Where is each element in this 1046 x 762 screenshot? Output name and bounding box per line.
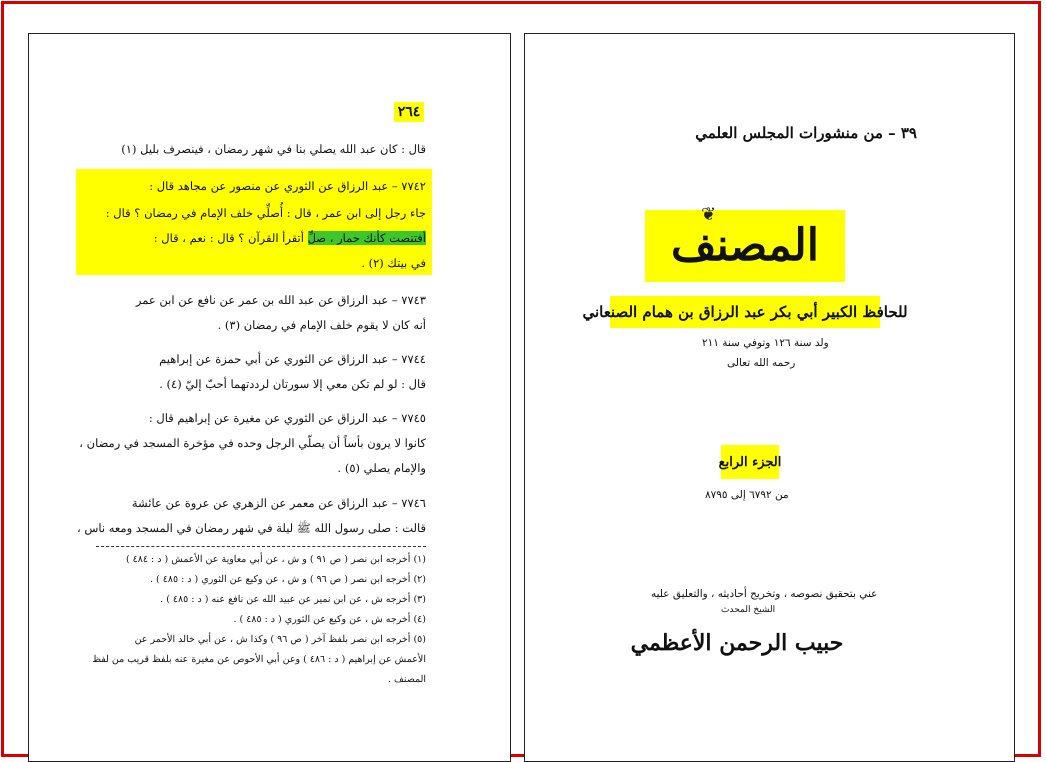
author-box — [582, 296, 908, 328]
editing-note: عني بتحقيق نصوصه ، وتخريج أحاديثه ، والتعليق عليه — [651, 588, 878, 600]
footnote-4: (٤) أخرجه ش ، عن وكيع عن الثوري ( د : ٤٨٥ ) . — [233, 614, 426, 625]
editor-box — [630, 618, 844, 668]
hadith-7742-line-3-text: أتقرأ القرآن ؟ قال : نعم ، قال : — [153, 231, 304, 245]
text-line: قال : كان عبد الله يصلي بنا في شهر رمضان ، فينصرف بليل (١) — [121, 142, 426, 156]
volume-label: الجزء الرابع — [718, 454, 782, 470]
hadith-7745-line-3: والإمام يصلي (٥) . — [337, 461, 426, 475]
sheikh-label: الشيخ المحدث — [721, 605, 776, 615]
green-highlight-phrase: أفتنصت كأنك حمار ، صلِّ — [307, 231, 426, 245]
hadith-7745-line-1: ٧٧٤٥ – عبد الرزاق عن الثوري عن مغيرة عن إبراهيم قال : — [148, 411, 426, 425]
volume-box — [718, 445, 782, 479]
hadith-7742-line-4: في بيتك (٢) . — [361, 256, 426, 270]
page-number: ٢٦٤ — [394, 102, 424, 122]
rahimahu-allah: رحمه الله تعالى — [727, 357, 796, 369]
hadith-7746-line-2: قالت : صلى رسول الله ﷺ ليلة في شهر رمضان في المسجد ومعه ناس ، — [76, 521, 426, 535]
hadith-7743-line-1: ٧٧٤٣ – عبد الرزاق عن عبد الله بن عمر عن نافع عن ابن عمر — [135, 293, 426, 307]
hadith-7742-line-3 — [96, 231, 426, 245]
footnote-2: (٢) أخرجه ابن نصر ( ص ٩٦ ) و ش ، عن وكيع عن الثوري ( د : ٤٨٥ ) . — [149, 574, 426, 585]
birth-death-dates: ولد سنة ١٢٦ وتوفي سنة ٢١١ — [702, 337, 829, 349]
right-page — [524, 33, 1015, 762]
book-title-box — [645, 210, 845, 282]
footnote-3: (٣) أخرجه ش ، عن ابن نمير عن عبيد الله عن نافع عنه ( د : ٤٨٥ ) . — [160, 594, 426, 605]
book-title: المصنف — [670, 220, 820, 271]
ornament-icon: ❦ — [701, 204, 717, 225]
footnote-divider — [96, 546, 426, 547]
hadith-7743-line-2: أنه كان لا يقوم خلف الإمام في رمضان (٣) . — [217, 318, 426, 332]
hadith-range: من ٦٧٩٢ إلى ٨٧٩٥ — [705, 489, 789, 501]
left-page — [28, 33, 511, 762]
footnote-5-cont: الأعمش عن إبراهيم ( د : ٤٨٦ ) وعن أبي الأحوص عن مغيرة عنه بلفظ قريب من لفظ — [92, 654, 426, 665]
editor-name: حبيب الرحمن الأعظمي — [630, 630, 844, 656]
hadith-7744-line-1: ٧٧٤٤ – عبد الرزاق عن الثوري عن أبي حمزة عن إبراهيم — [159, 352, 426, 366]
hadith-7746-line-1: ٧٧٤٦ – عبد الرزاق عن معمر عن الزهري عن عروة عن عائشة — [131, 496, 426, 510]
hadith-7745-line-2: كانوا لا يرون بأساً أن يصلّي الرجل وحده في مؤخرة المسجد في رمضان ، — [79, 436, 426, 450]
hadith-7742-line-2: جاء رجل إلى ابن عمر ، قال : أُصلِّي خلف الإمام في رمضان ؟ قال : — [105, 206, 426, 220]
footnote-1: (١) أخرجه ابن نصر ( ص ٩١ ) و ش ، عن أبي معاوية عن الأعمش ( د : ٤٨٤ ) — [125, 554, 426, 565]
hadith-7744-line-2: قال : لو لم تكن معي إلا سورتان لرددتهما أحبّ إليّ (٤) . — [159, 377, 426, 391]
footnote-5-end: المصنف . — [387, 674, 426, 685]
hadith-7742-line-1: ٧٧٤٢ – عبد الرزاق عن الثوري عن منصور عن مجاهد قال : — [149, 179, 426, 193]
author-name: للحافظ الكبير أبي بكر عبد الرزاق بن همام الصنعاني — [582, 303, 908, 321]
series-label: ٣٩ – من منشورات المجلس العلمي — [695, 124, 917, 142]
footnote-5: (٥) أخرجه ابن نصر بلفظ آخر ( ص ٩٦ ) وكذا ش ، عن أبي خالد الأحمر عن — [134, 634, 426, 645]
